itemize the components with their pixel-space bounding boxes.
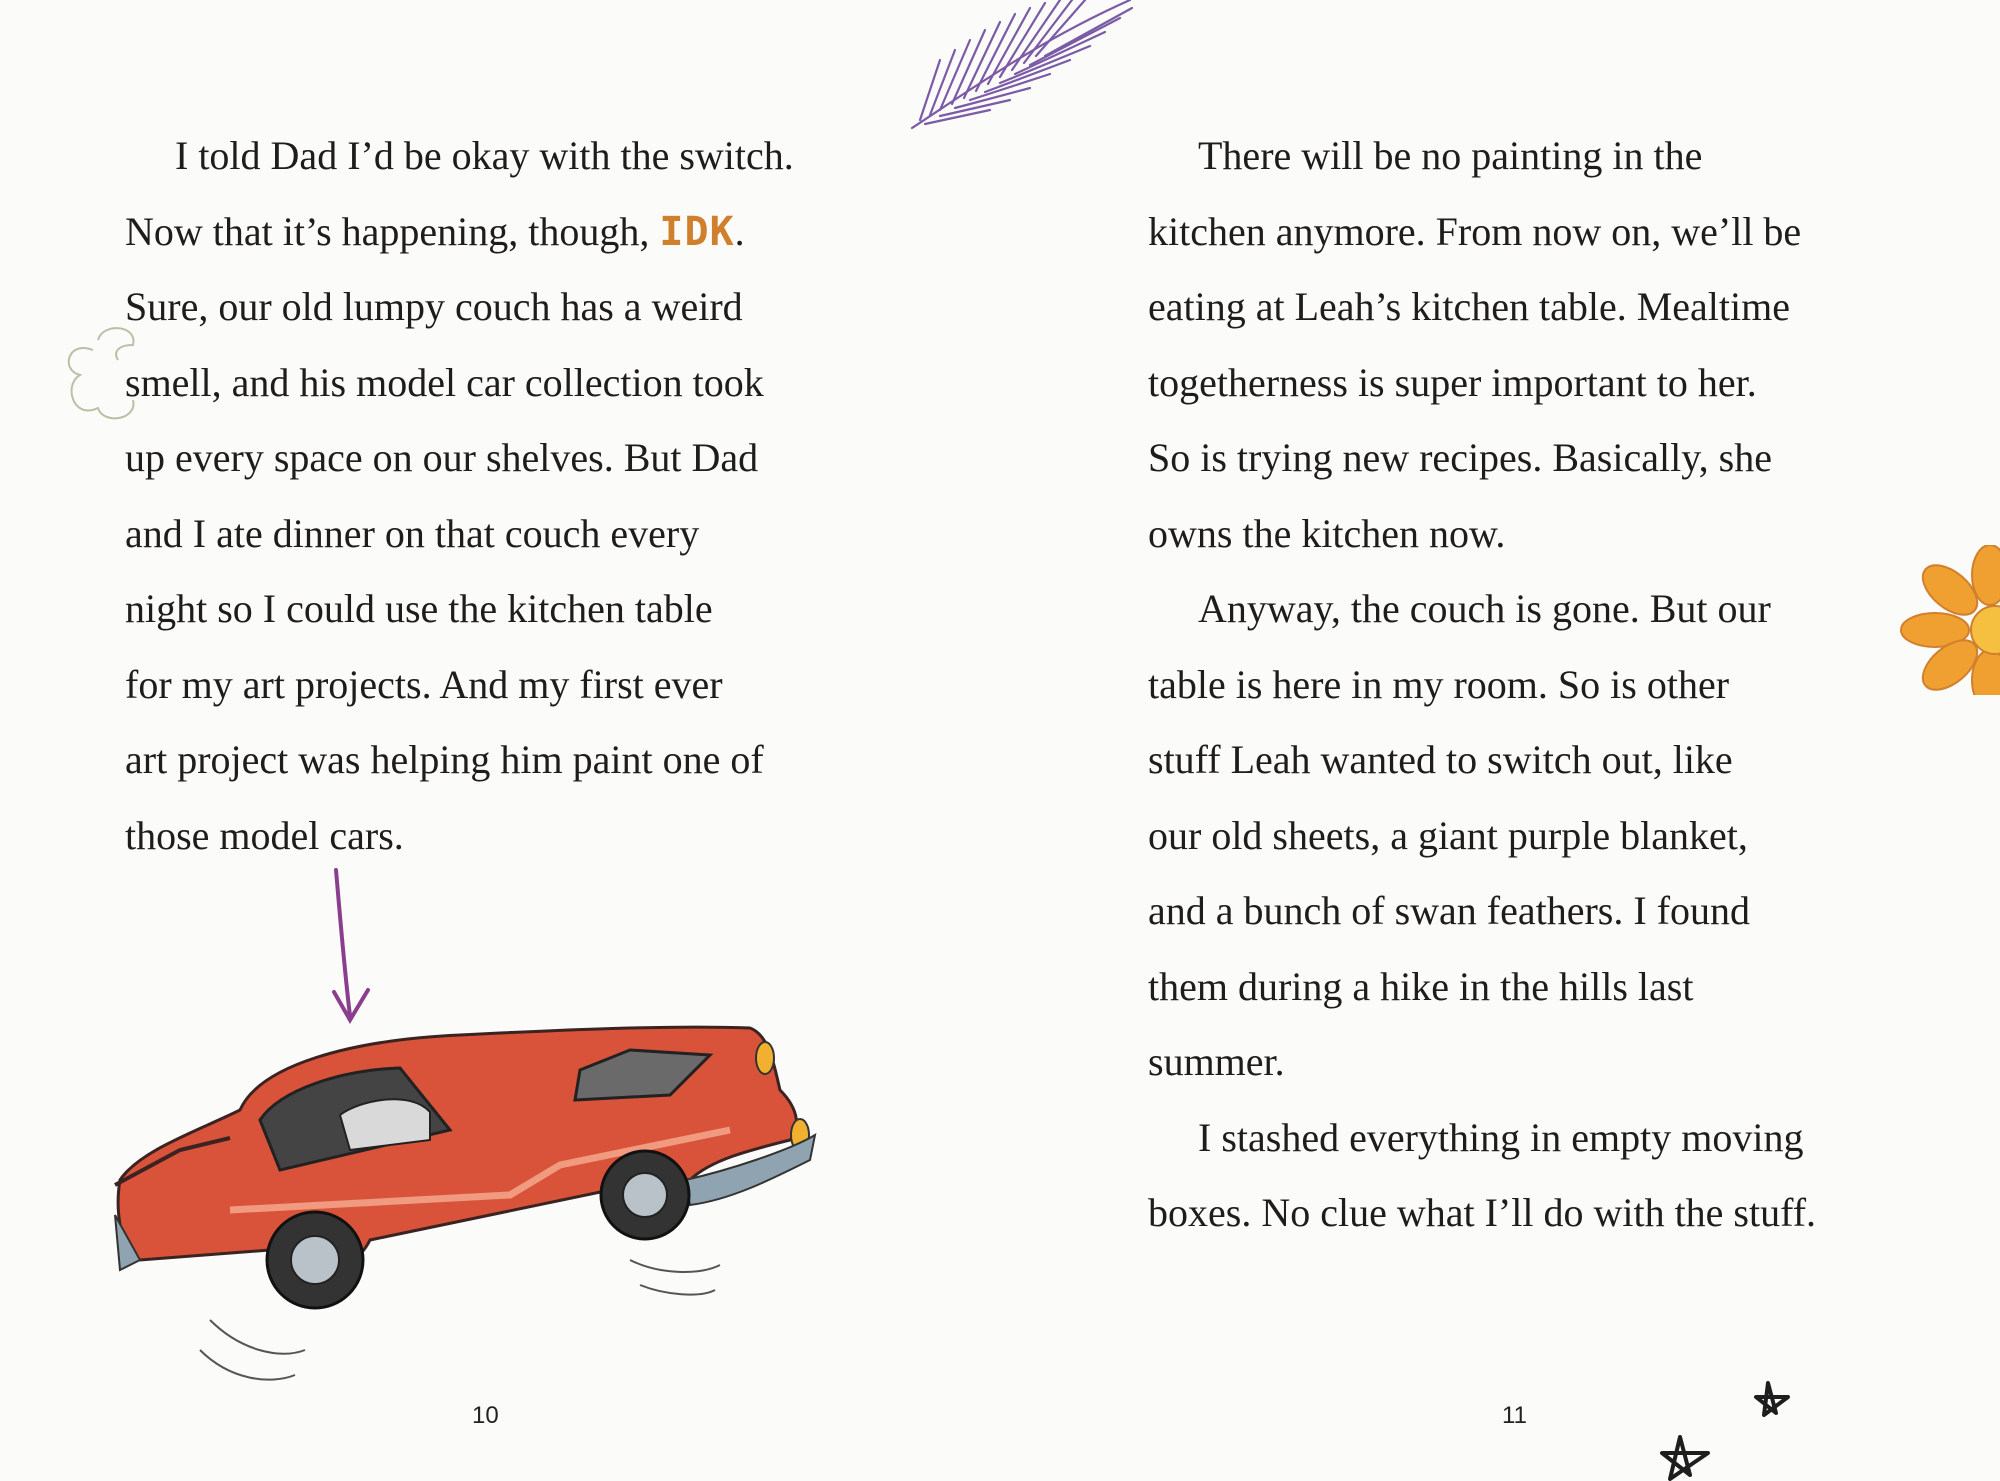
text-line: So is trying new recipes. Basically, she bbox=[1148, 435, 1772, 480]
text-line: those model cars. bbox=[125, 812, 404, 858]
text-line: and a bunch of swan feathers. I found bbox=[1148, 888, 1751, 933]
text-line: up every space on our shelves. But Dad bbox=[125, 435, 759, 480]
left-page-text bbox=[125, 118, 865, 873]
text-line: night so I could use the kitchen table bbox=[125, 586, 713, 631]
text-line-part: . bbox=[734, 208, 745, 254]
text-line: smell, and his model car collection took bbox=[125, 359, 764, 405]
right-page bbox=[1000, 0, 2000, 1481]
right-page-text bbox=[1148, 118, 1908, 1251]
text-line: eating at Leah’s kitchen table. Mealtime bbox=[1148, 284, 1790, 329]
text-line: summer. bbox=[1148, 1039, 1285, 1084]
text-line: boxes. No clue what I’ll do with the stuff. bbox=[1148, 1190, 1817, 1235]
text-line: stuff Leah wanted to switch out, like bbox=[1148, 737, 1733, 782]
text-line: I told Dad I’d be okay with the switch. bbox=[175, 133, 794, 178]
text-line: Anyway, the couch is gone. But our bbox=[1198, 586, 1771, 631]
text-line: them during a hike in the hills last bbox=[1148, 963, 1694, 1009]
text-line: Sure, our old lumpy couch has a weird bbox=[125, 284, 743, 329]
text-line: and I ate dinner on that couch every bbox=[125, 510, 700, 556]
text-line: There will be no painting in the bbox=[1198, 133, 1703, 178]
text-line-part: Now that it’s happening, though, bbox=[125, 208, 660, 254]
page-number: 10 bbox=[472, 1402, 499, 1429]
text-line: art project was helping him paint one of bbox=[125, 737, 764, 782]
text-line: kitchen anymore. From now on, we’ll be bbox=[1148, 208, 1802, 254]
text-line: togetherness is super important to her. bbox=[1148, 359, 1757, 405]
text-line: I stashed everything in empty moving bbox=[1198, 1114, 1804, 1160]
idk-highlight: IDK bbox=[659, 208, 735, 255]
text-line: our old sheets, a giant purple blanket, bbox=[1148, 812, 1748, 858]
text-line bbox=[125, 194, 865, 270]
text-line: table is here in my room. So is other bbox=[1148, 661, 1730, 707]
text-line: for my art projects. And my first ever bbox=[125, 661, 723, 707]
text-line: owns the kitchen now. bbox=[1148, 510, 1506, 556]
page-number: 11 bbox=[1502, 1402, 1527, 1429]
